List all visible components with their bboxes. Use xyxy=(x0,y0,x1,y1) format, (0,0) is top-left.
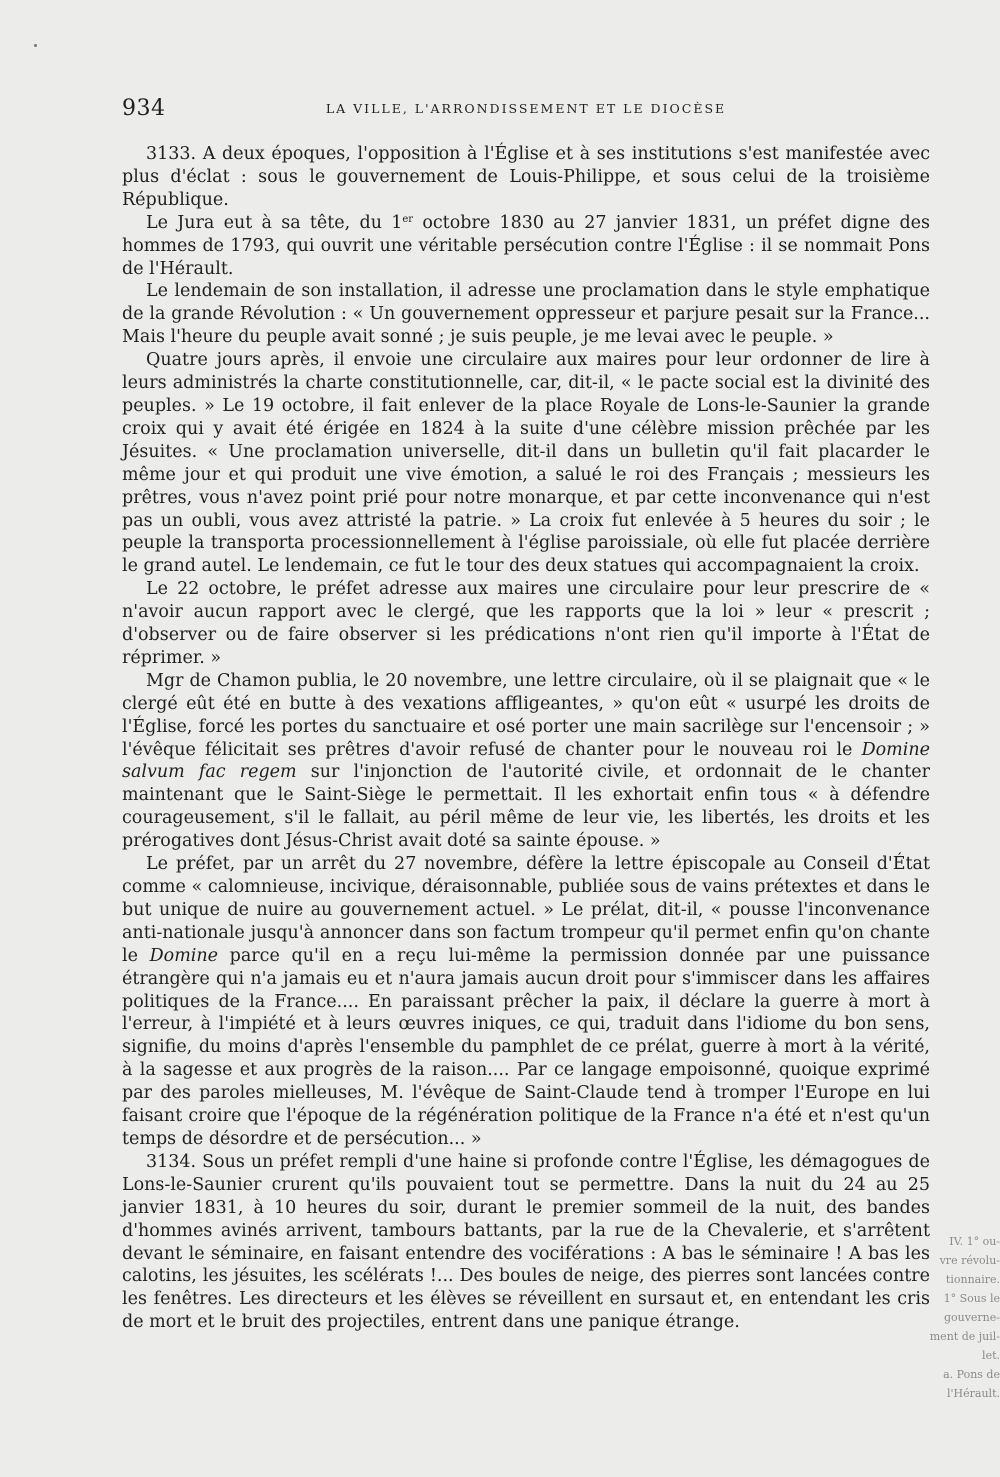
paragraph-3133: 3133. A deux époques, l'opposition à l'Église et à ses institutions s'est manifestée avec plus d'éclat : sous le gouvernement de Louis-Philippe, et sous celui de la troisième République. xyxy=(122,144,930,210)
margin-note-line: vre révolu- xyxy=(939,1254,1000,1267)
speck xyxy=(34,44,37,47)
paragraph-chamon xyxy=(122,670,930,853)
page-header xyxy=(122,96,930,126)
body-text xyxy=(122,143,930,1334)
paragraph-3134: 3134. Sous un préfet rempli d'une haine si profonde contre l'Église, les démagogues de Lons-le-Saunier crurent qu'ils pouvaient tout se permettre. Dans la nuit du 24 au 25 janvier 1831, à 10 heures du soir, durant le premier sommeil de la nuit, des bandes d'hommes avinés arrivent, tambours battants, par la rue de la Chevalerie, et s'arrêtent devant le séminaire, en faisant entendre des vociférations : A bas le séminaire ! A bas les calotins, les jésuites, les scélérats !... Des boules de neige, des pierres sont lancées contre les fenêtres. Les directeurs et les élèves se réveillent en sursaut et, en entendant les cris de mort et le bruit des projectiles, entrent dans une panique étrange. xyxy=(122,1151,930,1333)
page-number: 934 xyxy=(122,96,166,121)
margin-note-line: gouverne- xyxy=(943,1311,1000,1324)
paragraph-text: Mgr de Chamon publia, le 20 novembre, une lettre circulaire, où il se plaignait que « le clergé eût été en butte à des vexations affligeantes, » qu'on eût « usurpé les droits de l'Église, forcé les portes du sanctuaire et osé porter une main sacrilège sur l'encensoir ; » l'évêque félicitait ses prêtres d'avoir refusé de chanter pour le nouveau roi le xyxy=(122,670,930,760)
margin-note-line: IV. 1° ou- xyxy=(949,1235,1000,1248)
running-title: LA VILLE, L'ARRONDISSEMENT ET LE DIOCÈSE xyxy=(325,101,727,116)
superscript: er xyxy=(402,213,414,225)
paragraph-22-octobre: Le 22 octobre, le préfet adresse aux maires une circulaire pour leur prescrire de « n'avoir aucun rapport avec le clergé, que les rapports que la loi » leur « prescrit ; d'observer ou de faire observer si les prédications n'ont rien qu'il importe à l'État de réprimer. » xyxy=(122,579,930,668)
margin-note-line: let. xyxy=(982,1349,1000,1362)
paragraph-text: Le Jura eut à sa tête, du 1 xyxy=(146,212,403,233)
margin-note-line: 1° Sous le xyxy=(943,1292,1000,1305)
paragraph-text: octobre 1830 au 27 janvier 1831, un préfet digne des hommes de 1793, qui ouvrit une véritable persécution contre l'Église : il se nommait Pons de l'Hérault. xyxy=(122,212,930,279)
margin-note-line: l'Hérault. xyxy=(947,1387,1000,1400)
margin-note-line: tionnaire. xyxy=(945,1273,1000,1286)
paragraph-text: Le préfet, par un arrêt du 27 novembre, défère la lettre épiscopale au Conseil d'État comme « calomnieuse, incivique, déraisonnable, publiée sous de vains prétextes et dans le but unique de nuire au gouvernement actuel. » Le prélat, dit-il, « pousse l'inconvenance anti-nationale jusqu'à annoncer dans son factum trompeur qu'il permet enfin qu'on chante le xyxy=(122,854,930,966)
paragraph-proclamation: Le lendemain de son installation, il adresse une proclamation dans le style emphatique de la grande Révolution : « Un gouvernement oppresseur et parjure pesait sur la France... Mais l'heure du peuple avait sonné ; je suis peuple, je me levai avec le peuple. » xyxy=(122,281,930,348)
margin-note-line: ment de juil- xyxy=(929,1330,1000,1343)
paragraph-text: parce qu'il en a reçu lui-même la permission donnée par une puissance étrangère qui n'a jamais eu et n'aura jamais aucun droit pour s'immiscer dans les affaires politiques de la France.... En paraissant prêcher la paix, il déclare la guerre à mort à l'erreur, à l'impiété et à leurs œuvres iniques, ce qui, traduit dans l'idiome du bon sens, signifie, du moins d'après l'ensemble du pamphlet de ce prélat, guerre à mort à la vérité, à la sagesse et aux progrès de la raison.... Par ce langage empoisonné, quoique exprimé par des paroles mielleuses, M. l'évêque de Saint-Claude tend à tromper l'Europe en lui faisant croire que l'époque de la régénération politique de la France n'a été et n'est qu'un temps de désordre et de persécution... » xyxy=(122,945,930,1149)
italic-latin: Domine xyxy=(149,945,219,966)
italic-latin: Domine salvum fac regem xyxy=(122,739,930,783)
paragraph-circulaire: Quatre jours après, il envoie une circulaire aux maires pour leur ordonner de lire à leurs administrés la charte constitutionnelle, car, dit-il, « le pacte social est la divinité des peuples. » Le 19 octobre, il fait enlever de la place Royale de Lons-le-Saunier la grande croix qui y avait été érigée en 1824 à la suite d'une célèbre mission prêchée par les Jésuites. « Une proclamation universelle, dit-il dans un bulletin qu'il fait placarder le même jour et qui produit une vive émotion, a salué le roi des Français ; messieurs les prêtres, vous n'avez point prié pour notre monarque, et par cette inconvenance qui n'est pas un oubli, vous avez attristé la patrie. » La croix fut enlevée à 5 heures du soir ; le peuple la transporta processionnellement à l'église paroissiale, où elle fut placée derrière le grand autel. Le lendemain, ce fut le tour des deux statues qui accompagnaient la croix. xyxy=(122,350,930,577)
paragraph-text: sur l'injonction de l'autorité civile, et ordonnait de le chanter maintenant que le Saint-Siège le permettait. Il les exhortait enfin tous « à défendre courageusement, s'il le fallait, au péril même de leur vie, les libertés, les droits et les prérogatives dont Jésus-Christ avait doté sa sainte épouse. » xyxy=(122,762,930,852)
paragraph-jura xyxy=(122,212,930,281)
margin-note xyxy=(928,1232,1000,1403)
paragraph-arret xyxy=(122,853,930,1151)
margin-note-line: a. Pons de xyxy=(943,1368,1000,1381)
